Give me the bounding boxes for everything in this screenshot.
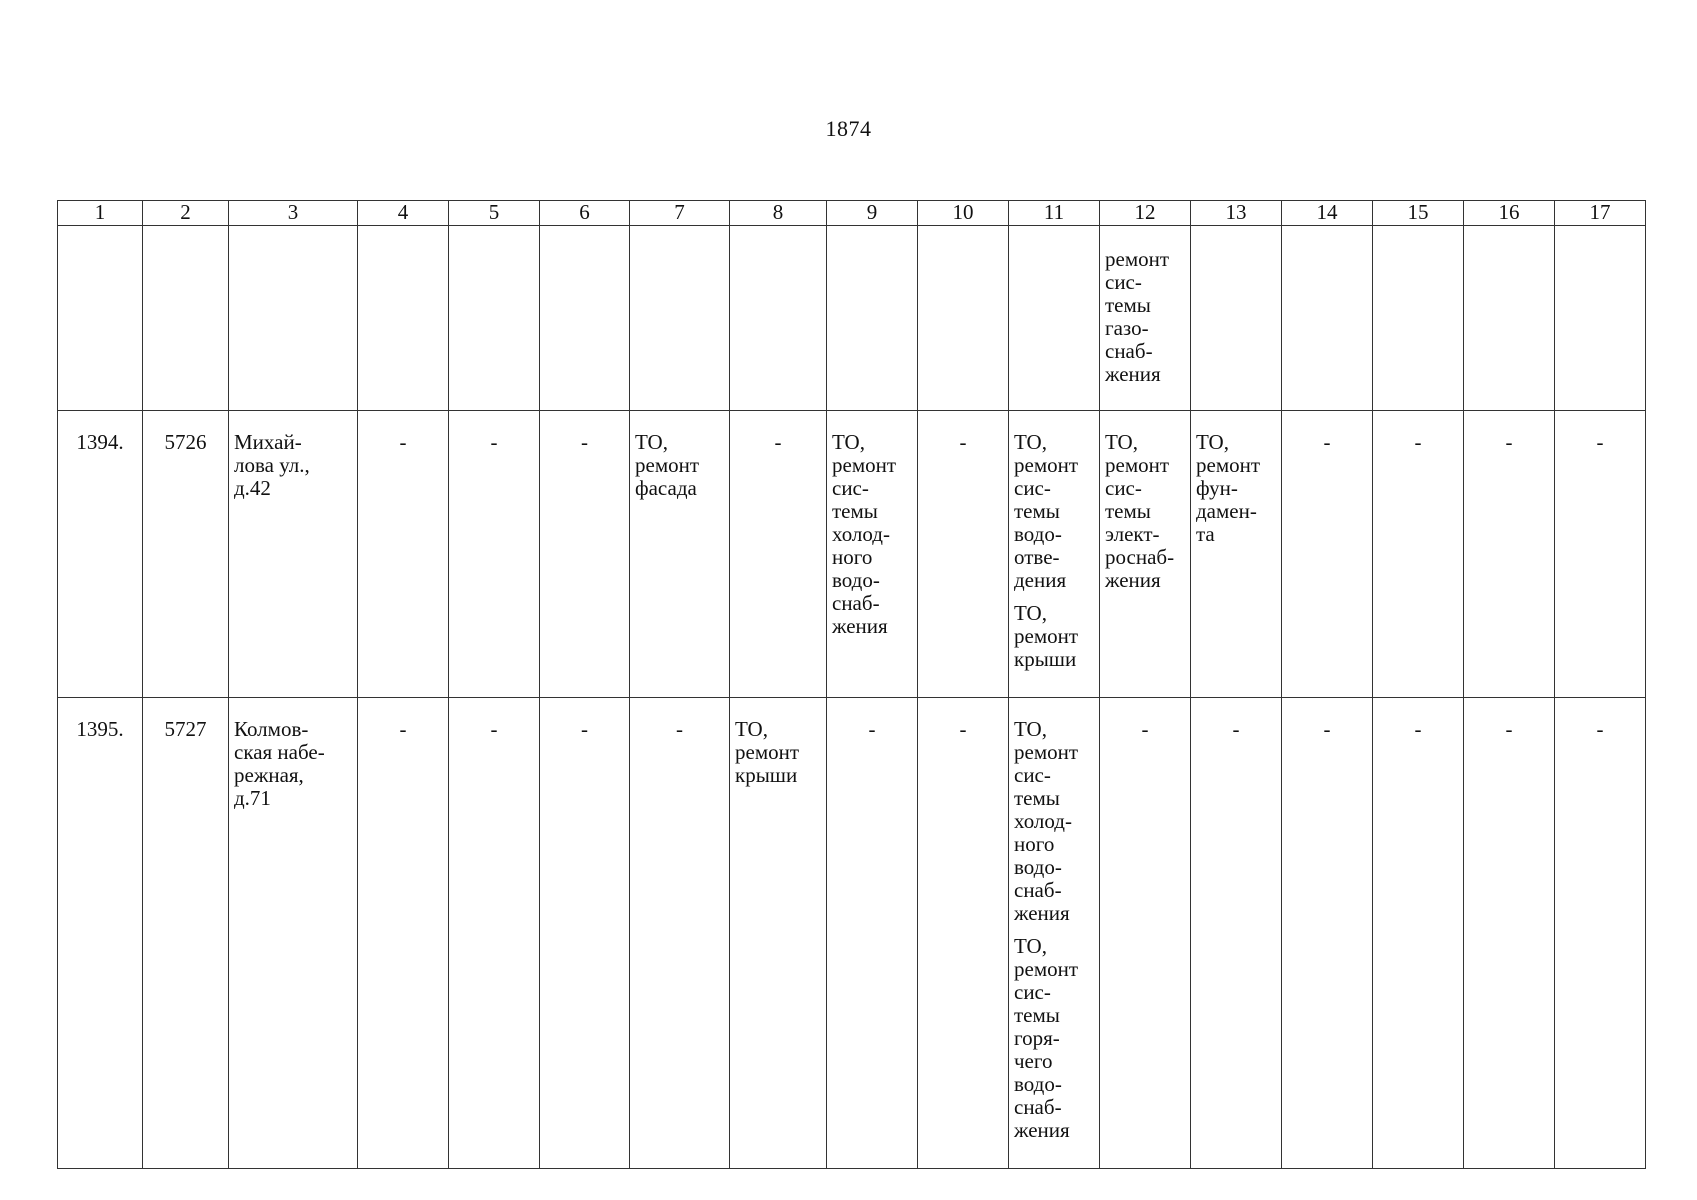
cell-empty <box>1373 226 1464 411</box>
col-header-3: 3 <box>229 201 358 226</box>
cell-work-12 <box>1100 226 1191 411</box>
cell-empty <box>1555 226 1646 411</box>
cell-9 <box>827 411 918 698</box>
cell-7 <box>630 411 730 698</box>
cell-10: - <box>918 411 1009 698</box>
table-row-1395 <box>58 698 1646 1169</box>
col-header-5: 5 <box>449 201 540 226</box>
col-header-9: 9 <box>827 201 918 226</box>
address-text: Михай- лова ул., д.42 <box>234 430 310 500</box>
cell-14: - <box>1282 698 1373 1169</box>
col-header-17: 17 <box>1555 201 1646 226</box>
col-header-15: 15 <box>1373 201 1464 226</box>
work-text: ТО, ремонт крыши <box>1014 601 1079 671</box>
col-header-1: 1 <box>58 201 143 226</box>
work-text: ТО, ремонт фасада <box>635 430 700 500</box>
work-text: ремонт сис- темы газо- снаб- жения <box>1105 247 1170 386</box>
building-code: 5727 <box>143 698 229 1169</box>
cell-14: - <box>1282 411 1373 698</box>
cell-empty <box>449 226 540 411</box>
cell-empty <box>630 226 730 411</box>
cell-15: - <box>1373 411 1464 698</box>
cell-10: - <box>918 698 1009 1169</box>
cell-5: - <box>449 698 540 1169</box>
cell-7: - <box>630 698 730 1169</box>
work-text: ТО, ремонт крыши <box>735 717 800 787</box>
table-row-1394 <box>58 411 1646 698</box>
cell-8 <box>730 698 827 1169</box>
cell-13: - <box>1191 698 1282 1169</box>
address-cell <box>229 698 358 1169</box>
cell-5: - <box>449 411 540 698</box>
repair-schedule-table <box>57 200 1646 1169</box>
work-text: ТО, ремонт сис- темы холод- ного водо- снаб- жения <box>832 430 897 638</box>
cell-9: - <box>827 698 918 1169</box>
cell-4: - <box>358 698 449 1169</box>
cell-empty <box>143 226 229 411</box>
col-header-13: 13 <box>1191 201 1282 226</box>
cell-16: - <box>1464 698 1555 1169</box>
table-row-continuation <box>58 226 1646 411</box>
cell-empty <box>1191 226 1282 411</box>
cell-8: - <box>730 411 827 698</box>
work-text: ТО, ремонт сис- темы элект- роснаб- жения <box>1105 430 1175 592</box>
cell-empty <box>918 226 1009 411</box>
col-header-6: 6 <box>540 201 630 226</box>
col-header-2: 2 <box>143 201 229 226</box>
cell-17: - <box>1555 411 1646 698</box>
address-text: Колмов- ская набе- режная, д.71 <box>234 717 325 810</box>
building-code: 5726 <box>143 411 229 698</box>
row-number: 1395. <box>58 698 143 1169</box>
cell-empty <box>540 226 630 411</box>
work-text: ТО, ремонт сис- темы холод- ного водо- снаб- жения <box>1014 717 1079 925</box>
col-header-11: 11 <box>1009 201 1100 226</box>
work-text: ТО, ремонт сис- темы водо- отве- дения <box>1014 430 1079 592</box>
cell-empty <box>358 226 449 411</box>
cell-12 <box>1100 411 1191 698</box>
address-cell <box>229 411 358 698</box>
work-text: ТО, ремонт сис- темы горя- чего водо- снаб- жения <box>1014 934 1079 1142</box>
cell-empty <box>1009 226 1100 411</box>
col-header-16: 16 <box>1464 201 1555 226</box>
cell-6: - <box>540 698 630 1169</box>
cell-6: - <box>540 411 630 698</box>
column-number-row <box>58 201 1646 226</box>
cell-13 <box>1191 411 1282 698</box>
cell-12: - <box>1100 698 1191 1169</box>
cell-15: - <box>1373 698 1464 1169</box>
cell-4: - <box>358 411 449 698</box>
cell-11 <box>1009 698 1100 1169</box>
row-number: 1394. <box>58 411 143 698</box>
col-header-12: 12 <box>1100 201 1191 226</box>
col-header-14: 14 <box>1282 201 1373 226</box>
col-header-4: 4 <box>358 201 449 226</box>
cell-16: - <box>1464 411 1555 698</box>
cell-empty <box>730 226 827 411</box>
col-header-7: 7 <box>630 201 730 226</box>
cell-11 <box>1009 411 1100 698</box>
cell-17: - <box>1555 698 1646 1169</box>
page-number: 1874 <box>825 116 872 141</box>
cell-empty <box>827 226 918 411</box>
cell-empty <box>229 226 358 411</box>
cell-empty <box>58 226 143 411</box>
cell-empty <box>1282 226 1373 411</box>
work-text: ТО, ремонт фун- дамен- та <box>1196 430 1261 546</box>
col-header-10: 10 <box>918 201 1009 226</box>
cell-empty <box>1464 226 1555 411</box>
col-header-8: 8 <box>730 201 827 226</box>
